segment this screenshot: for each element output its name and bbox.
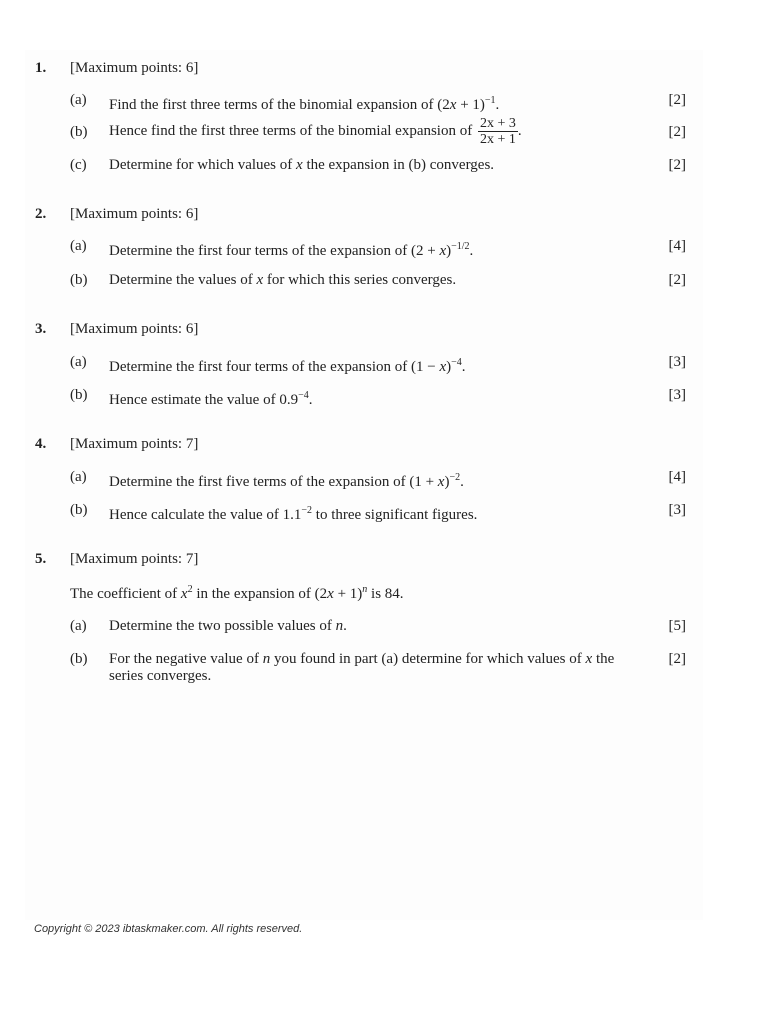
marks: [3]: [668, 387, 686, 403]
part-text: Find the first three terms of the binomial expansion of $(2x + 1)^{-1}$.: [109, 95, 500, 113]
part-text: Determine for which values of x the expansion in (b) converges.: [109, 157, 495, 173]
part-label: (b): [70, 502, 88, 518]
marks: [4]: [668, 238, 686, 254]
part-label: (a): [70, 354, 87, 370]
marks: [5]: [668, 618, 686, 634]
part-label: (a): [70, 469, 87, 485]
fraction: $\frac{2x + 3}{2x + 1}$: [479, 116, 516, 147]
max-points: [Maximum points: 7]: [70, 551, 199, 567]
max-points: [Maximum points: 6]: [70, 321, 199, 337]
part-label: (a): [70, 92, 87, 108]
part-label: (b): [70, 272, 88, 288]
part-label: (c): [70, 157, 87, 173]
part-label: (b): [70, 387, 88, 403]
marks: [2]: [668, 272, 686, 288]
part-text: For the negative value of n you found in part (a) determine for which values of x the series converges.: [109, 651, 615, 684]
marks: [2]: [668, 157, 686, 173]
marks: [4]: [668, 469, 686, 485]
question-number: 5.: [35, 551, 47, 567]
part-label: (b): [70, 124, 88, 140]
part-text: Determine the first five terms of the expansion of $(1 + x)^{-2}$.: [109, 472, 464, 490]
part-label: (a): [70, 238, 87, 254]
part-label: (b): [70, 651, 88, 667]
question-stem: The coefficient of $x^2$ in the expansion of $(2x + 1)^n$ is 84.: [70, 584, 404, 602]
exam-sheet: [25, 50, 703, 920]
part-label: (a): [70, 618, 87, 634]
copyright-notice: Copyright © 2023 ibtaskmaker.com. All rights reserved.: [34, 923, 303, 935]
part-text: Determine the two possible values of n.: [109, 618, 347, 634]
part-text: Determine the first four terms of the expansion of $(2 + x)^{-1/2}$.: [109, 241, 474, 259]
part-text: Determine the first four terms of the expansion of $(1 - x)^{-4}$.: [109, 357, 466, 375]
max-points: [Maximum points: 6]: [70, 206, 199, 222]
part-text: Hence estimate the value of $0.9^{-4}$.: [109, 390, 313, 408]
marks: [2]: [668, 92, 686, 108]
question-number: 4.: [35, 436, 47, 452]
part-text: Hence calculate the value of $1.1^{-2}$ to three significant figures.: [109, 505, 478, 523]
marks: [2]: [668, 651, 686, 667]
marks: [3]: [668, 354, 686, 370]
marks: [2]: [668, 124, 686, 140]
question-number: 3.: [35, 321, 47, 337]
question-number: 1.: [35, 60, 47, 76]
question-number: 2.: [35, 206, 47, 222]
part-text: Hence find the first three terms of the binomial expansion of $\frac{2x + 3}{2x + 1}$ .: [109, 116, 522, 147]
max-points: [Maximum points: 6]: [70, 60, 199, 76]
marks: [3]: [668, 502, 686, 518]
max-points: [Maximum points: 7]: [70, 436, 199, 452]
part-text: Determine the values of x for which this series converges.: [109, 272, 457, 288]
